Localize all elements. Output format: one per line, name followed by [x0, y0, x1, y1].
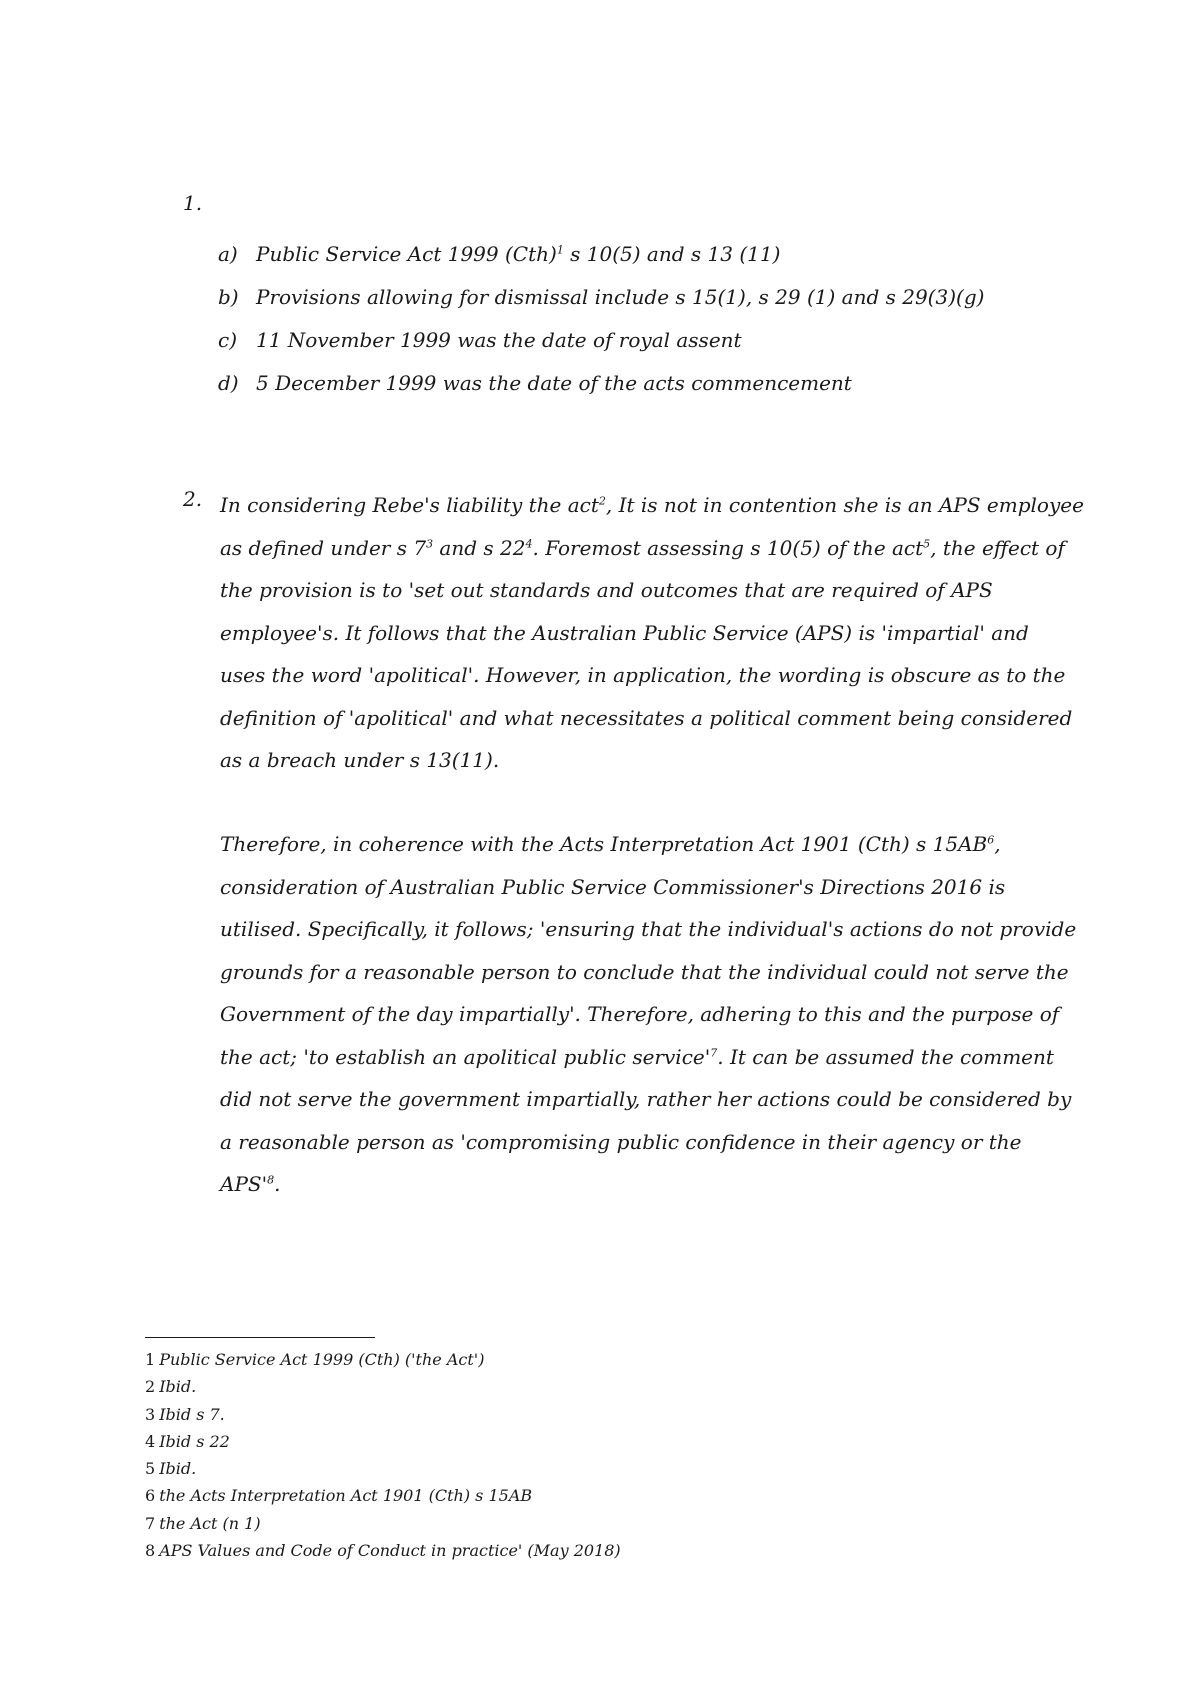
footnote-number: 5	[145, 1459, 156, 1479]
item-text: Public Service Act 1999 (Cth)$^1$ s 10(5) and s 13 (11)	[256, 242, 781, 266]
footnote-ref: 6	[987, 833, 995, 847]
footnote	[145, 1373, 621, 1400]
footnote-text: APS Values and Code of Conduct in practice' (May 2018)	[159, 1541, 621, 1561]
footnote	[145, 1455, 621, 1482]
footnote	[145, 1482, 621, 1509]
item-text: 5 December 1999 was the date of the acts commencement	[256, 371, 852, 395]
footnotes	[145, 1346, 621, 1564]
footnote-ref: 8	[267, 1173, 275, 1187]
footnote-ref: 2	[598, 494, 606, 508]
footnote	[145, 1537, 621, 1564]
footnote-number: 4	[145, 1431, 156, 1451]
text-line: the provision is to 'set out standards and outcomes that are required of APS	[220, 578, 993, 602]
footnote-text: Ibid.	[159, 1377, 197, 1397]
text-line: did not serve the government impartially, rather her actions could be considered by	[220, 1087, 1072, 1111]
text-line: definition of 'apolitical' and what necessitates a political comment being considered	[220, 705, 1073, 730]
list-item	[218, 233, 1118, 276]
text-line: the act; 'to establish an apolitical public $service'^7$. It can be assumed the comment	[220, 1044, 1054, 1069]
text-line: $APS'^8$.	[220, 1172, 281, 1196]
item-letter: a)	[218, 242, 238, 266]
question-1-subitems	[218, 233, 1118, 405]
footnote-text: Ibid s 22	[159, 1431, 230, 1451]
text-line: Therefore, in coherence with the Acts Interpretation Act 1901 (Cth) s $15AB^6$,	[220, 832, 1001, 856]
footnote-ref: 5	[923, 536, 931, 550]
footnote-ref: 4	[525, 536, 533, 550]
text-line: In considering Rebe's liability the act$^2$, It is not in contention she is an APS employee	[220, 493, 1084, 517]
item-letter: d)	[218, 371, 239, 395]
item-text: Provisions allowing for dismissal include s 15(1), s 29 (1) and s 29(3)(g)	[256, 285, 985, 309]
footnote	[145, 1428, 621, 1455]
footnote-text: Ibid s 7.	[159, 1404, 225, 1424]
item-text: 11 November 1999 was the date of royal assent	[256, 328, 742, 352]
item-letter: c)	[218, 328, 238, 352]
text-line: utilised. Specifically, it follows; 'ensuring that the individual's actions do not provide	[220, 917, 1077, 941]
footnote	[145, 1510, 621, 1537]
text-line: as defined under s $7^3$ and s $22^4$. Foremost assessing s 10(5) of the act$^5$, the effect of	[220, 535, 1065, 560]
footnote-text: the Act (n 1)	[159, 1513, 261, 1533]
footnote-number: 6	[145, 1486, 156, 1506]
list-item	[218, 276, 1118, 319]
text-line: consideration of Australian Public Service Commissioner's Directions 2016 is	[220, 874, 1006, 899]
list-item	[218, 362, 1118, 405]
list-item	[218, 319, 1118, 362]
footnote-number: 3	[145, 1404, 156, 1424]
question-2-number: 2.	[183, 487, 203, 511]
question-1-number: 1.	[183, 191, 203, 215]
text-line: uses the word 'apolitical'. However, in application, the wording is obscure as to the	[220, 663, 1066, 687]
footnote-number: 2	[145, 1377, 156, 1397]
footnote-ref: 3	[426, 536, 434, 550]
text-line: employee's. It follows that the Australian Public Service (APS) is 'impartial' and	[220, 620, 1029, 645]
footnote-ref: 1	[556, 243, 564, 257]
footnote-text: Ibid.	[159, 1459, 197, 1479]
footnote	[145, 1346, 621, 1373]
item-letter: b)	[218, 285, 239, 309]
footnote	[145, 1401, 621, 1428]
question-2-paragraph-1	[220, 484, 1090, 782]
footnote-ref: 7	[710, 1045, 718, 1059]
text-line: a reasonable person as 'compromising public confidence in their agency or the	[220, 1129, 1022, 1154]
text-line: grounds for a reasonable person to conclude that the individual could not serve the	[220, 959, 1069, 984]
footnote-number: 7	[145, 1513, 156, 1533]
footnote-separator	[145, 1337, 375, 1338]
footnote-text: the Acts Interpretation Act 1901 (Cth) s 15AB	[159, 1486, 533, 1506]
footnote-number: 8	[145, 1541, 156, 1561]
question-2-paragraph-2	[220, 823, 1090, 1206]
text-line: Government of the day impartially'. Therefore, adhering to this and the purpose of	[220, 1002, 1060, 1026]
footnote-text: Public Service Act 1999 (Cth) ('the Act')	[159, 1350, 485, 1369]
text-line: as a breach under s 13(11).	[220, 748, 500, 772]
footnote-number: 1	[145, 1350, 156, 1369]
